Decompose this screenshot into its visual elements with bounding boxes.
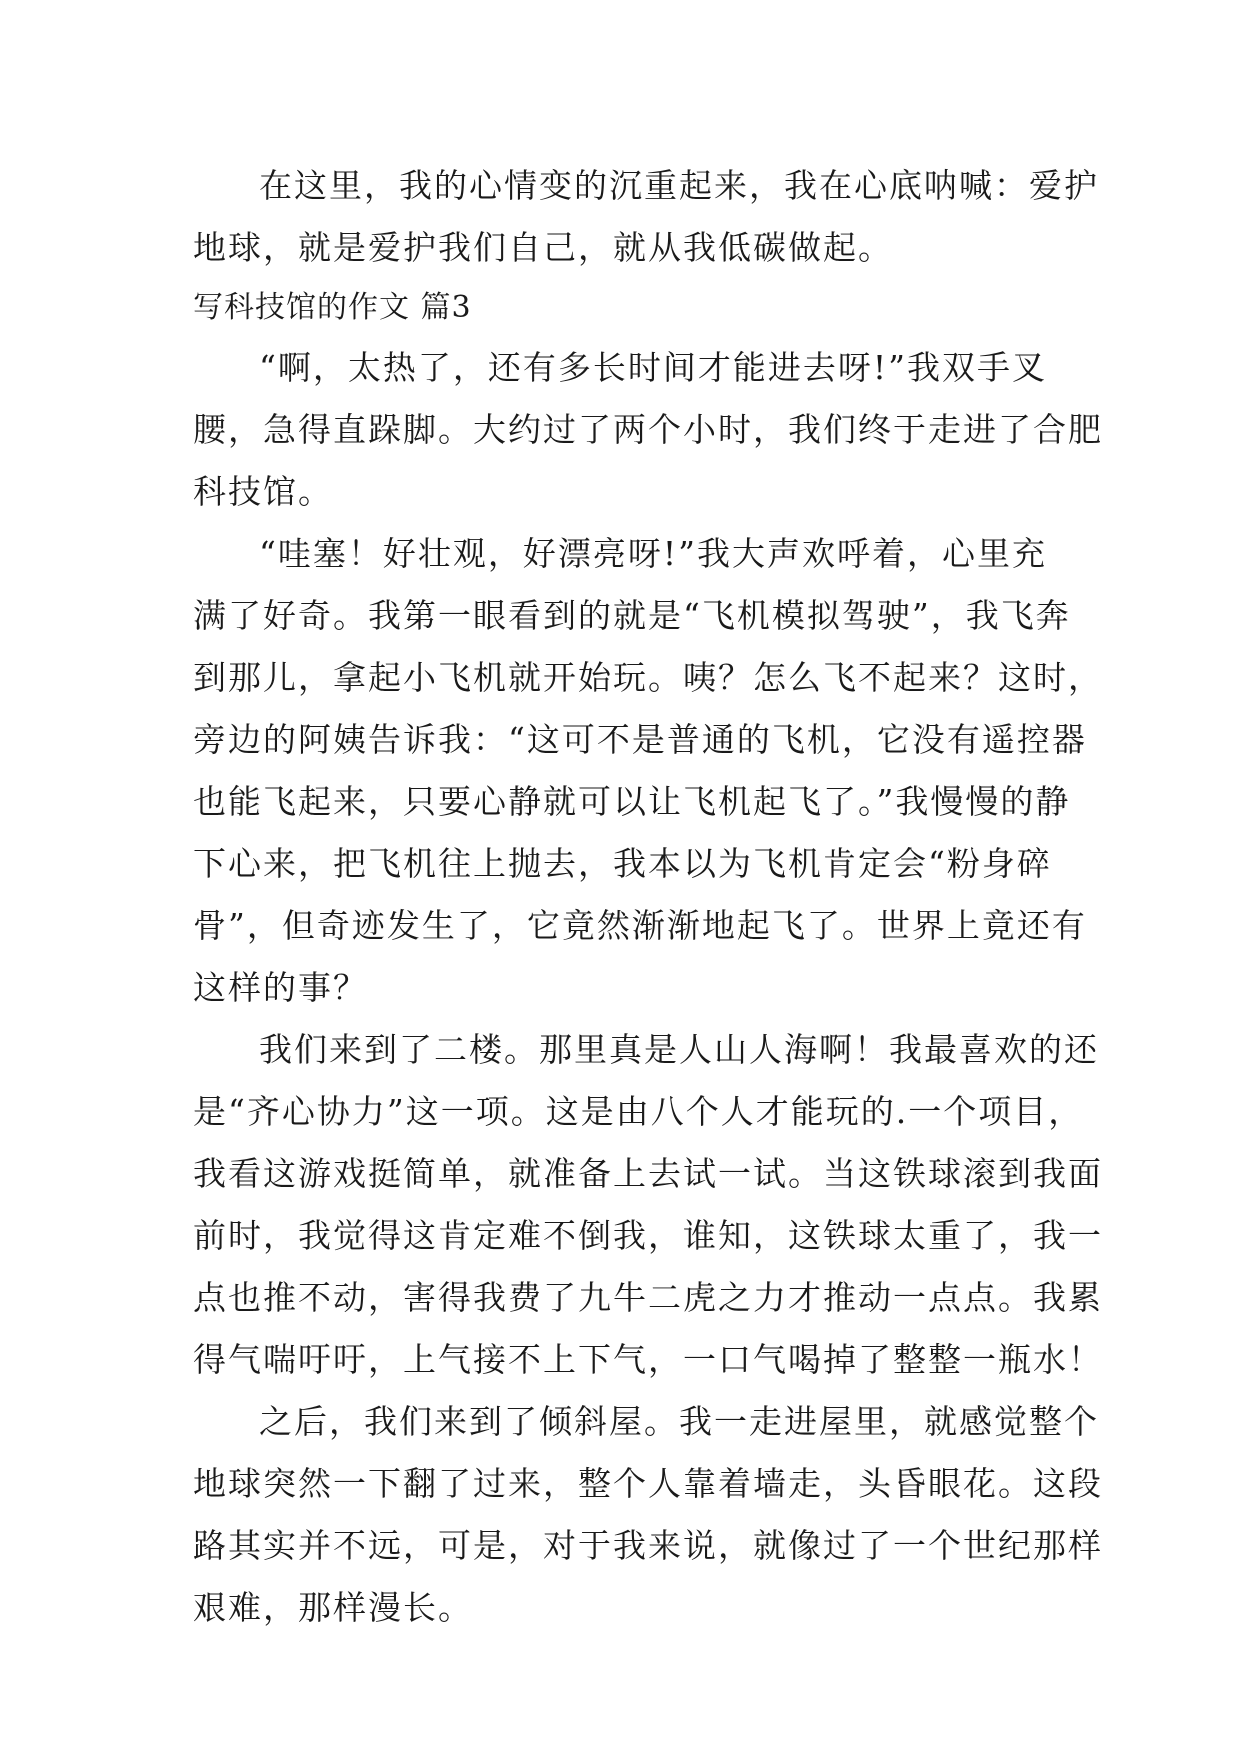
- paragraph-intro: [193, 155, 1099, 279]
- document-body: [193, 155, 1103, 1639]
- paragraph-line: 地球，就是爱护我们自己，就从我低碳做起。: [193, 228, 893, 267]
- paragraph-line: 点也推不动，害得我费了九牛二虎之力才推动一点点。我累: [193, 1278, 1103, 1317]
- paragraph-line: 骨”，但奇迹发生了，它竟然渐渐地起飞了。世界上竟还有: [193, 906, 1087, 945]
- paragraph-2: [193, 523, 1103, 1019]
- paragraph-line: 在这里，我的心情变的沉重起来，我在心底呐喊：爱护: [259, 166, 1099, 205]
- paragraph-line: 到那儿，拿起小飞机就开始玩。咦？怎么飞不起来？这时，: [193, 658, 1103, 697]
- paragraph-line: 我看这游戏挺简单，就准备上去试一试。当这铁球滚到我面: [193, 1154, 1103, 1193]
- paragraph-line: 旁边的阿姨告诉我：“这可不是普通的飞机，它没有遥控器: [193, 720, 1087, 759]
- paragraph-line: 腰，急得直跺脚。大约过了两个小时，我们终于走进了合肥: [193, 410, 1103, 449]
- paragraph-4: [193, 1391, 1103, 1639]
- paragraph-line: 地球突然一下翻了过来，整个人靠着墙走，头昏眼花。这段: [193, 1464, 1103, 1503]
- paragraph-line: 路其实并不远，可是，对于我来说，就像过了一个世纪那样: [193, 1526, 1103, 1565]
- paragraph-3: [193, 1019, 1103, 1391]
- paragraph-line: 前时，我觉得这肯定难不倒我，谁知，这铁球太重了，我一: [193, 1216, 1103, 1255]
- paragraph-line: 是“齐心协力”这一项。这是由八个人才能玩的.一个项目，: [193, 1092, 1084, 1131]
- paragraph-line: 之后，我们来到了倾斜屋。我一走进屋里，就感觉整个: [259, 1402, 1099, 1441]
- paragraph-line: 这样的事？: [193, 968, 368, 1007]
- paragraph-line: “哇塞！好壮观，好漂亮呀!”我大声欢呼着，心里充: [259, 534, 1048, 573]
- paragraph-line: 满了好奇。我第一眼看到的就是“飞机模拟驾驶”，我飞奔: [193, 596, 1071, 635]
- section-heading: 写科技馆的作文 篇3: [193, 290, 472, 325]
- paragraph-line: 下心来，把飞机往上抛去，我本以为飞机肯定会“粉身碎: [193, 844, 1052, 883]
- paragraph-line: 也能飞起来，只要心静就可以让飞机起飞了。”我慢慢的静: [193, 782, 1071, 821]
- paragraph-1: [193, 337, 1103, 523]
- paragraph-line: 科技馆。: [193, 472, 333, 511]
- paragraph-line: 我们来到了二楼。那里真是人山人海啊！我最喜欢的还: [259, 1030, 1099, 1069]
- paragraph-line: 艰难，那样漫长。: [193, 1588, 473, 1627]
- paragraph-line: “啊，太热了，还有多长时间才能进去呀!”我双手叉: [259, 348, 1048, 387]
- paragraph-line: 得气喘吁吁，上气接不上下气，一口气喝掉了整整一瓶水！: [193, 1340, 1103, 1379]
